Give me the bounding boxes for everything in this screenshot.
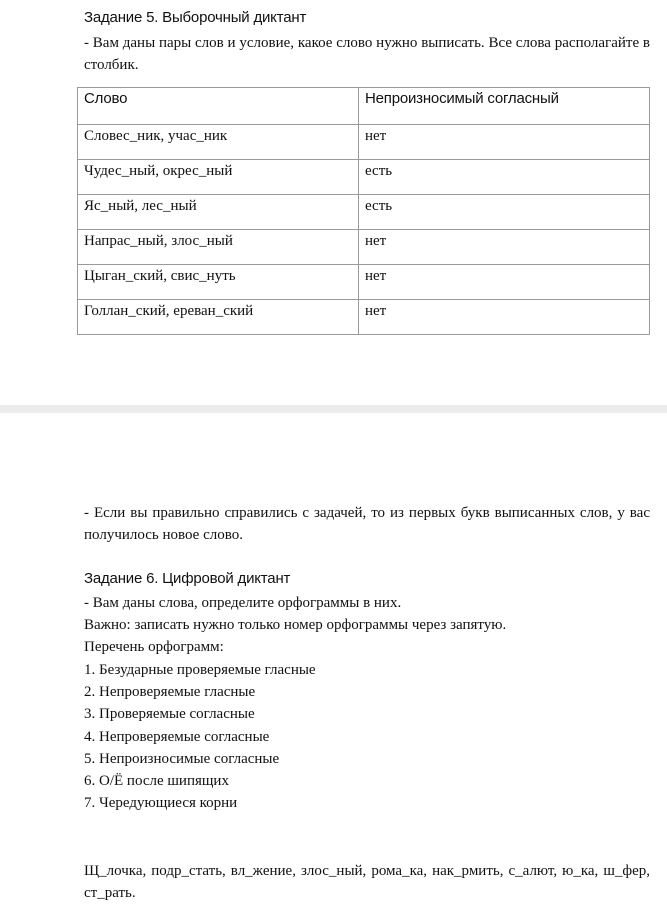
answer-cell: есть xyxy=(359,195,650,230)
spelling-rule-item: 5. Непроизносимые согласные xyxy=(84,751,280,767)
spelling-rule-item: 2. Непроверяемые гласные xyxy=(84,684,256,700)
spelling-rule-item: 4. Непроверяемые согласные xyxy=(84,729,270,745)
table-row xyxy=(78,195,650,230)
spelling-rule-item: 6. О/Ё после шипящих xyxy=(84,773,229,789)
word-cell: Цыган_ский, свис_нуть xyxy=(78,265,359,300)
page-separator xyxy=(0,405,667,413)
table-row xyxy=(78,125,650,160)
task6-instruction: - Вам даны слова, определите орфограммы в них. xyxy=(84,595,402,611)
word-cell: Словес_ник, учас_ник xyxy=(78,125,359,160)
spelling-rule-item: 7. Чередующиеся корни xyxy=(84,795,238,811)
words-table xyxy=(77,87,650,335)
answer-cell: нет xyxy=(359,300,650,335)
column-header-word: Слово xyxy=(78,88,359,125)
answer-cell: нет xyxy=(359,265,650,300)
spelling-list-title: Перечень орфограмм: xyxy=(84,639,224,655)
task5-outro: - Если вы правильно справились с задачей, то из первых букв выписанных слов, у вас получилось новое слово. xyxy=(84,505,650,543)
page-1 xyxy=(0,0,667,405)
spelling-rule-item: 3. Проверяемые согласные xyxy=(84,706,255,722)
column-header-silent-consonant: Непроизносимый согласный xyxy=(359,88,650,125)
table-row xyxy=(78,160,650,195)
word-cell: Голлан_ский, ереван_ский xyxy=(78,300,359,335)
answer-cell: есть xyxy=(359,160,650,195)
table-header-row xyxy=(78,88,650,125)
task5-instructions: - Вам даны пары слов и условие, какое слово нужно выписать. Все слова располагайте в столбик. xyxy=(84,35,650,73)
spelling-rule-item: 1. Безударные проверяемые гласные xyxy=(84,662,316,678)
table-row xyxy=(78,230,650,265)
task6-title: Задание 6. Цифровой диктант xyxy=(84,570,291,587)
table-row xyxy=(78,265,650,300)
word-cell: Напрас_ный, злос_ный xyxy=(78,230,359,265)
word-cell: Яс_ный, лес_ный xyxy=(78,195,359,230)
table-row xyxy=(78,300,650,335)
page-2 xyxy=(0,413,667,919)
task6-important-note: Важно: записать нужно только номер орфограммы через запятую. xyxy=(84,617,507,633)
word-cell: Чудес_ный, окрес_ный xyxy=(78,160,359,195)
answer-cell: нет xyxy=(359,125,650,160)
task5-title: Задание 5. Выборочный диктант xyxy=(84,9,307,26)
task6-word-list: Щ_лочка, подр_стать, вл_жение, злос_ный, рома_ка, нак_рмить, с_алют, ю_ка, ш_фер, ст_рать. xyxy=(84,863,650,901)
answer-cell: нет xyxy=(359,230,650,265)
